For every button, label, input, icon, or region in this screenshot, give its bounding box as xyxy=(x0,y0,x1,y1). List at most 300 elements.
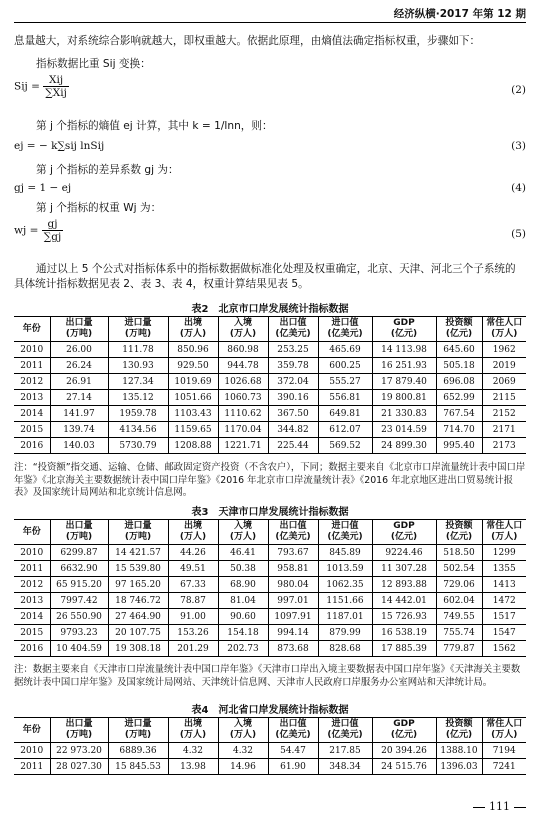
value-cell: 1959.78 xyxy=(108,406,168,422)
step-1-text: 指标数据比重 Sij 变换： xyxy=(36,58,151,70)
value-cell: 1110.62 xyxy=(218,406,268,422)
value-cell: 779.87 xyxy=(436,641,482,657)
value-cell: 19 308.18 xyxy=(108,641,168,657)
value-cell: 153.26 xyxy=(168,625,218,641)
value-cell: 201.29 xyxy=(168,641,218,657)
eq2-denominator: ∑Xij xyxy=(45,87,67,99)
value-cell: 2152 xyxy=(482,406,526,422)
value-cell: 26.00 xyxy=(50,342,108,358)
value-cell: 505.18 xyxy=(436,358,482,374)
value-cell: 28 027.30 xyxy=(50,759,108,775)
value-cell: 2173 xyxy=(482,438,526,454)
value-cell: 7241 xyxy=(482,759,526,775)
column-header-label: 进口值 xyxy=(331,318,359,328)
table-3-note: 注：数据主要来自《天津市口岸流量统计表中国口岸年鉴》《天津市口岸出入境主要数据表中国口岸年鉴》《天津海关主要数据统计表中国口岸年鉴》及国家统计局网站、天津统计信息网、天津市人民政府口岸服务办公室网站和天津统计局。 xyxy=(14,664,521,688)
value-cell: 54.47 xyxy=(268,743,318,759)
column-header xyxy=(218,718,268,743)
value-cell: 16 251.93 xyxy=(372,358,436,374)
value-cell: 755.74 xyxy=(436,625,482,641)
value-cell: 78.87 xyxy=(168,593,218,609)
value-cell: 2019 xyxy=(482,358,526,374)
column-header-unit: (万吨) xyxy=(65,532,93,542)
column-header-label: 投资额 xyxy=(445,318,473,328)
column-header xyxy=(268,718,318,743)
value-cell: 929.50 xyxy=(168,358,218,374)
column-header-unit: (万吨) xyxy=(65,730,93,740)
value-cell: 21 330.83 xyxy=(372,406,436,422)
column-header-label: 常住人口 xyxy=(486,521,523,531)
column-header xyxy=(50,520,108,545)
value-cell: 502.54 xyxy=(436,561,482,577)
column-header-label: 年份 xyxy=(22,724,41,735)
value-cell: 135.12 xyxy=(108,390,168,406)
column-header-label: 出口量 xyxy=(65,719,93,729)
value-cell: 994.14 xyxy=(268,625,318,641)
year-cell: 2014 xyxy=(14,609,50,625)
step-4-text: 第 j 个指标的权重 Wj 为： xyxy=(36,202,162,214)
value-cell: 49.51 xyxy=(168,561,218,577)
year-cell: 2013 xyxy=(14,390,50,406)
value-cell: 61.90 xyxy=(268,759,318,775)
value-cell: 22 973.20 xyxy=(50,743,108,759)
column-header xyxy=(372,520,436,545)
value-cell: 1013.59 xyxy=(318,561,372,577)
year-cell: 2016 xyxy=(14,438,50,454)
column-header xyxy=(482,718,526,743)
eq5-lhs: wj = xyxy=(14,224,39,237)
column-header-label: GDP xyxy=(393,521,415,531)
column-header-label: 常住人口 xyxy=(486,719,523,729)
value-cell: 348.34 xyxy=(318,759,372,775)
value-cell: 139.74 xyxy=(50,422,108,438)
value-cell: 569.52 xyxy=(318,438,372,454)
column-header-label: 常住人口 xyxy=(486,318,523,328)
value-cell: 253.25 xyxy=(268,342,318,358)
value-cell: 1517 xyxy=(482,609,526,625)
value-cell: 1547 xyxy=(482,625,526,641)
conclusion-paragraph: 通过以上 5 个公式对指标体系中的指标数据做标准化处理及权重确定，北京、天津、河北三个子系统的具体统计指标数据见表 2、表 3、表 4，权重计算结果见表 5。 xyxy=(14,263,516,290)
column-header xyxy=(482,520,526,545)
value-cell: 6632.90 xyxy=(50,561,108,577)
value-cell: 602.04 xyxy=(436,593,482,609)
year-cell: 2011 xyxy=(14,561,50,577)
column-header-unit: (万吨) xyxy=(124,532,152,542)
column-header xyxy=(372,317,436,342)
column-header xyxy=(50,718,108,743)
column-header xyxy=(108,317,168,342)
value-cell: 359.78 xyxy=(268,358,318,374)
table-row xyxy=(14,759,526,775)
column-header-label: 出口量 xyxy=(65,318,93,328)
value-cell: 225.44 xyxy=(268,438,318,454)
value-cell: 390.16 xyxy=(268,390,318,406)
equation-3-number: (3) xyxy=(511,140,526,152)
value-cell: 1103.43 xyxy=(168,406,218,422)
value-cell: 1187.01 xyxy=(318,609,372,625)
value-cell: 17 879.40 xyxy=(372,374,436,390)
column-header-label: GDP xyxy=(393,719,415,729)
column-header-label: 出口值 xyxy=(279,318,307,328)
value-cell: 1026.68 xyxy=(218,374,268,390)
value-cell: 1413 xyxy=(482,577,526,593)
table-row xyxy=(14,374,526,390)
value-cell: 1355 xyxy=(482,561,526,577)
value-cell: 1170.04 xyxy=(218,422,268,438)
value-cell: 91.00 xyxy=(168,609,218,625)
table-header-row xyxy=(14,520,526,545)
value-cell: 367.50 xyxy=(268,406,318,422)
column-header-unit: (万人) xyxy=(229,532,257,542)
year-cell: 2010 xyxy=(14,743,50,759)
value-cell: 465.69 xyxy=(318,342,372,358)
equation-4-number: (4) xyxy=(511,182,526,194)
value-cell: 154.18 xyxy=(218,625,268,641)
column-header xyxy=(436,718,482,743)
value-cell: 20 394.26 xyxy=(372,743,436,759)
year-cell: 2011 xyxy=(14,759,50,775)
value-cell: 50.38 xyxy=(218,561,268,577)
table-2-note: 注：“投资额”指交通、运输、仓储、邮政固定资产投资（不含农户），下同；数据主要来自《北京市口岸流量统计表中国口岸年鉴》《北京海关主要数据统计表中国口岸年鉴》《2016 年北京市口岸流量统计表》《2016 年北京地区进出口贸易统计报表》及国家统计局网站和北京统计信息网。 xyxy=(14,462,526,498)
column-header-label: 入境 xyxy=(233,521,252,531)
value-cell: 1299 xyxy=(482,545,526,561)
column-header-label: GDP xyxy=(393,318,415,328)
year-cell: 2015 xyxy=(14,625,50,641)
eq5-fraction xyxy=(42,218,63,243)
value-cell: 127.34 xyxy=(108,374,168,390)
column-header xyxy=(318,718,372,743)
column-header xyxy=(108,718,168,743)
value-cell: 958.81 xyxy=(268,561,318,577)
column-header xyxy=(14,718,50,743)
column-header-unit: (亿元) xyxy=(390,329,418,339)
value-cell: 344.82 xyxy=(268,422,318,438)
year-cell: 2012 xyxy=(14,374,50,390)
column-header xyxy=(108,520,168,545)
value-cell: 81.04 xyxy=(218,593,268,609)
column-header xyxy=(318,317,372,342)
value-cell: 1151.66 xyxy=(318,593,372,609)
column-header xyxy=(168,718,218,743)
table-header-row xyxy=(14,317,526,342)
value-cell: 612.07 xyxy=(318,422,372,438)
table-4-body xyxy=(14,743,526,775)
value-cell: 879.99 xyxy=(318,625,372,641)
value-cell: 9793.23 xyxy=(50,625,108,641)
table-row xyxy=(14,625,526,641)
value-cell: 652.99 xyxy=(436,390,482,406)
column-header-unit: (万人) xyxy=(491,532,518,542)
value-cell: 13.98 xyxy=(168,759,218,775)
column-header xyxy=(168,520,218,545)
value-cell: 696.08 xyxy=(436,374,482,390)
value-cell: 20 107.75 xyxy=(108,625,168,641)
value-cell: 1221.71 xyxy=(218,438,268,454)
value-cell: 5730.79 xyxy=(108,438,168,454)
column-header-label: 投资额 xyxy=(445,719,473,729)
table-row xyxy=(14,438,526,454)
column-header-unit: (万人) xyxy=(179,532,207,542)
value-cell: 555.27 xyxy=(318,374,372,390)
value-cell: 995.40 xyxy=(436,438,482,454)
column-header-label: 出口值 xyxy=(279,521,307,531)
value-cell: 4.32 xyxy=(218,743,268,759)
year-cell: 2010 xyxy=(14,342,50,358)
eq5-numerator: gj xyxy=(42,218,63,231)
column-header-unit: (亿美元) xyxy=(327,329,363,339)
value-cell: 600.25 xyxy=(318,358,372,374)
column-header-label: 进口值 xyxy=(331,521,359,531)
equation-5 xyxy=(14,218,63,243)
value-cell: 518.50 xyxy=(436,545,482,561)
column-header-unit: (亿美元) xyxy=(327,730,363,740)
value-cell: 944.78 xyxy=(218,358,268,374)
value-cell: 18 746.72 xyxy=(108,593,168,609)
column-header-label: 出境 xyxy=(183,521,202,531)
value-cell: 1562 xyxy=(482,641,526,657)
column-header-unit: (万吨) xyxy=(65,329,93,339)
column-header-unit: (亿元) xyxy=(445,730,473,740)
value-cell: 793.67 xyxy=(268,545,318,561)
value-cell: 67.33 xyxy=(168,577,218,593)
value-cell: 15 845.53 xyxy=(108,759,168,775)
value-cell: 4134.56 xyxy=(108,422,168,438)
column-header xyxy=(14,317,50,342)
column-header xyxy=(50,317,108,342)
eq2-numerator: Xij xyxy=(43,74,69,87)
table-2-body xyxy=(14,342,526,454)
value-cell: 4.32 xyxy=(168,743,218,759)
column-header-label: 出口值 xyxy=(279,719,307,729)
column-header-label: 出境 xyxy=(183,719,202,729)
value-cell: 14.96 xyxy=(218,759,268,775)
value-cell: 1472 xyxy=(482,593,526,609)
column-header-label: 入境 xyxy=(233,318,252,328)
table-row xyxy=(14,561,526,577)
value-cell: 1097.91 xyxy=(268,609,318,625)
column-header-label: 进口量 xyxy=(124,719,152,729)
value-cell: 1051.66 xyxy=(168,390,218,406)
value-cell: 24 515.76 xyxy=(372,759,436,775)
value-cell: 767.54 xyxy=(436,406,482,422)
column-header xyxy=(372,718,436,743)
value-cell: 97 165.20 xyxy=(108,577,168,593)
value-cell: 1208.88 xyxy=(168,438,218,454)
step-3-text: 第 j 个指标的差异系数 gj 为： xyxy=(36,164,179,176)
equation-4: gj = 1 − ej xyxy=(14,182,72,194)
column-header-unit: (万人) xyxy=(179,730,207,740)
column-header-unit: (万人) xyxy=(179,329,207,339)
value-cell: 645.60 xyxy=(436,342,482,358)
value-cell: 860.98 xyxy=(218,342,268,358)
column-header-unit: (亿元) xyxy=(445,532,473,542)
document-page xyxy=(14,0,526,820)
table-row xyxy=(14,577,526,593)
column-header xyxy=(436,520,482,545)
value-cell: 46.41 xyxy=(218,545,268,561)
column-header-label: 年份 xyxy=(22,526,41,537)
value-cell: 729.06 xyxy=(436,577,482,593)
value-cell: 873.68 xyxy=(268,641,318,657)
column-header-unit: (万人) xyxy=(491,329,518,339)
column-header xyxy=(168,317,218,342)
running-header: 经济纵横·2017 年第 12 期 xyxy=(393,8,526,20)
value-cell: 17 885.39 xyxy=(372,641,436,657)
column-header-unit: (亿美元) xyxy=(275,329,311,339)
value-cell: 1388.10 xyxy=(436,743,482,759)
value-cell: 372.04 xyxy=(268,374,318,390)
value-cell: 7194 xyxy=(482,743,526,759)
year-cell: 2012 xyxy=(14,577,50,593)
year-cell: 2011 xyxy=(14,358,50,374)
value-cell: 111.78 xyxy=(108,342,168,358)
value-cell: 19 800.81 xyxy=(372,390,436,406)
value-cell: 24 899.30 xyxy=(372,438,436,454)
column-header xyxy=(436,317,482,342)
table-3 xyxy=(14,519,526,657)
value-cell: 649.81 xyxy=(318,406,372,422)
value-cell: 15 726.93 xyxy=(372,609,436,625)
table-3-body xyxy=(14,545,526,657)
value-cell: 845.89 xyxy=(318,545,372,561)
value-cell: 1060.73 xyxy=(218,390,268,406)
value-cell: 26.91 xyxy=(50,374,108,390)
intro-paragraph: 息量越大，对系统综合影响就越大，即权重越大。依据此原理，由熵值法确定指标权重，步骤如下： xyxy=(14,35,481,47)
value-cell: 65 915.20 xyxy=(50,577,108,593)
page-number: 111 xyxy=(473,800,526,813)
equation-5-number: (5) xyxy=(511,228,526,240)
year-cell: 2010 xyxy=(14,545,50,561)
value-cell: 997.01 xyxy=(268,593,318,609)
value-cell: 1159.65 xyxy=(168,422,218,438)
column-header-unit: (万吨) xyxy=(124,329,152,339)
column-header-label: 年份 xyxy=(22,323,41,334)
column-header-label: 进口量 xyxy=(124,318,152,328)
value-cell: 6889.36 xyxy=(108,743,168,759)
value-cell: 850.96 xyxy=(168,342,218,358)
column-header-label: 入境 xyxy=(233,719,252,729)
table-row xyxy=(14,593,526,609)
value-cell: 26.24 xyxy=(50,358,108,374)
value-cell: 14 442.01 xyxy=(372,593,436,609)
column-header-label: 出境 xyxy=(183,318,202,328)
table-row xyxy=(14,743,526,759)
year-cell: 2016 xyxy=(14,641,50,657)
value-cell: 44.26 xyxy=(168,545,218,561)
value-cell: 9224.46 xyxy=(372,545,436,561)
column-header xyxy=(268,317,318,342)
year-cell: 2013 xyxy=(14,593,50,609)
column-header xyxy=(218,317,268,342)
value-cell: 714.70 xyxy=(436,422,482,438)
value-cell: 2171 xyxy=(482,422,526,438)
column-header xyxy=(14,520,50,545)
equation-2-number: (2) xyxy=(511,84,526,96)
value-cell: 68.90 xyxy=(218,577,268,593)
table-2 xyxy=(14,316,526,454)
value-cell: 23 014.59 xyxy=(372,422,436,438)
value-cell: 828.68 xyxy=(318,641,372,657)
column-header xyxy=(318,520,372,545)
value-cell: 15 539.80 xyxy=(108,561,168,577)
table-row xyxy=(14,342,526,358)
column-header-label: 投资额 xyxy=(445,521,473,531)
column-header xyxy=(268,520,318,545)
table-row xyxy=(14,545,526,561)
column-header-unit: (万吨) xyxy=(124,730,152,740)
value-cell: 7997.42 xyxy=(50,593,108,609)
column-header-unit: (万人) xyxy=(229,329,257,339)
eq2-fraction xyxy=(43,74,69,99)
value-cell: 27 464.90 xyxy=(108,609,168,625)
header-divider xyxy=(14,22,526,23)
value-cell: 12 893.88 xyxy=(372,577,436,593)
value-cell: 2069 xyxy=(482,374,526,390)
value-cell: 14 421.57 xyxy=(108,545,168,561)
column-header-unit: (亿元) xyxy=(445,329,473,339)
value-cell: 140.03 xyxy=(50,438,108,454)
value-cell: 14 113.98 xyxy=(372,342,436,358)
table-4-caption: 表4 河北省口岸发展统计指标数据 xyxy=(191,705,349,716)
column-header-unit: (万人) xyxy=(491,730,518,740)
table-4 xyxy=(14,717,526,775)
column-header-unit: (亿美元) xyxy=(275,532,311,542)
value-cell: 980.04 xyxy=(268,577,318,593)
value-cell: 217.85 xyxy=(318,743,372,759)
value-cell: 16 538.19 xyxy=(372,625,436,641)
column-header-unit: (亿元) xyxy=(390,730,418,740)
value-cell: 90.60 xyxy=(218,609,268,625)
year-cell: 2014 xyxy=(14,406,50,422)
column-header-unit: (万人) xyxy=(229,730,257,740)
column-header xyxy=(482,317,526,342)
column-header-label: 出口量 xyxy=(65,521,93,531)
table-header-row xyxy=(14,718,526,743)
table-row xyxy=(14,406,526,422)
column-header-unit: (亿美元) xyxy=(275,730,311,740)
table-row xyxy=(14,358,526,374)
value-cell: 556.81 xyxy=(318,390,372,406)
column-header-label: 进口值 xyxy=(331,719,359,729)
value-cell: 749.55 xyxy=(436,609,482,625)
value-cell: 6299.87 xyxy=(50,545,108,561)
table-row xyxy=(14,390,526,406)
table-row xyxy=(14,609,526,625)
value-cell: 10 404.59 xyxy=(50,641,108,657)
equation-2 xyxy=(14,74,69,99)
value-cell: 1962 xyxy=(482,342,526,358)
value-cell: 141.97 xyxy=(50,406,108,422)
value-cell: 26 550.90 xyxy=(50,609,108,625)
year-cell: 2015 xyxy=(14,422,50,438)
value-cell: 2115 xyxy=(482,390,526,406)
equation-3: ej = − k∑sij lnSij xyxy=(14,140,105,152)
value-cell: 11 307.28 xyxy=(372,561,436,577)
value-cell: 202.73 xyxy=(218,641,268,657)
column-header-unit: (亿美元) xyxy=(327,532,363,542)
value-cell: 1019.69 xyxy=(168,374,218,390)
column-header xyxy=(218,520,268,545)
value-cell: 1396.03 xyxy=(436,759,482,775)
table-row xyxy=(14,422,526,438)
step-2-text: 第 j 个指标的熵值 ej 计算，其中 k = 1/lnn，则： xyxy=(36,120,273,132)
eq2-lhs: Sij = xyxy=(14,80,40,93)
table-3-caption: 表3 天津市口岸发展统计指标数据 xyxy=(191,507,349,518)
table-2-caption: 表2 北京市口岸发展统计指标数据 xyxy=(191,304,349,315)
column-header-unit: (亿元) xyxy=(390,532,418,542)
table-row xyxy=(14,641,526,657)
eq5-denominator: ∑gj xyxy=(43,231,62,243)
value-cell: 1062.35 xyxy=(318,577,372,593)
